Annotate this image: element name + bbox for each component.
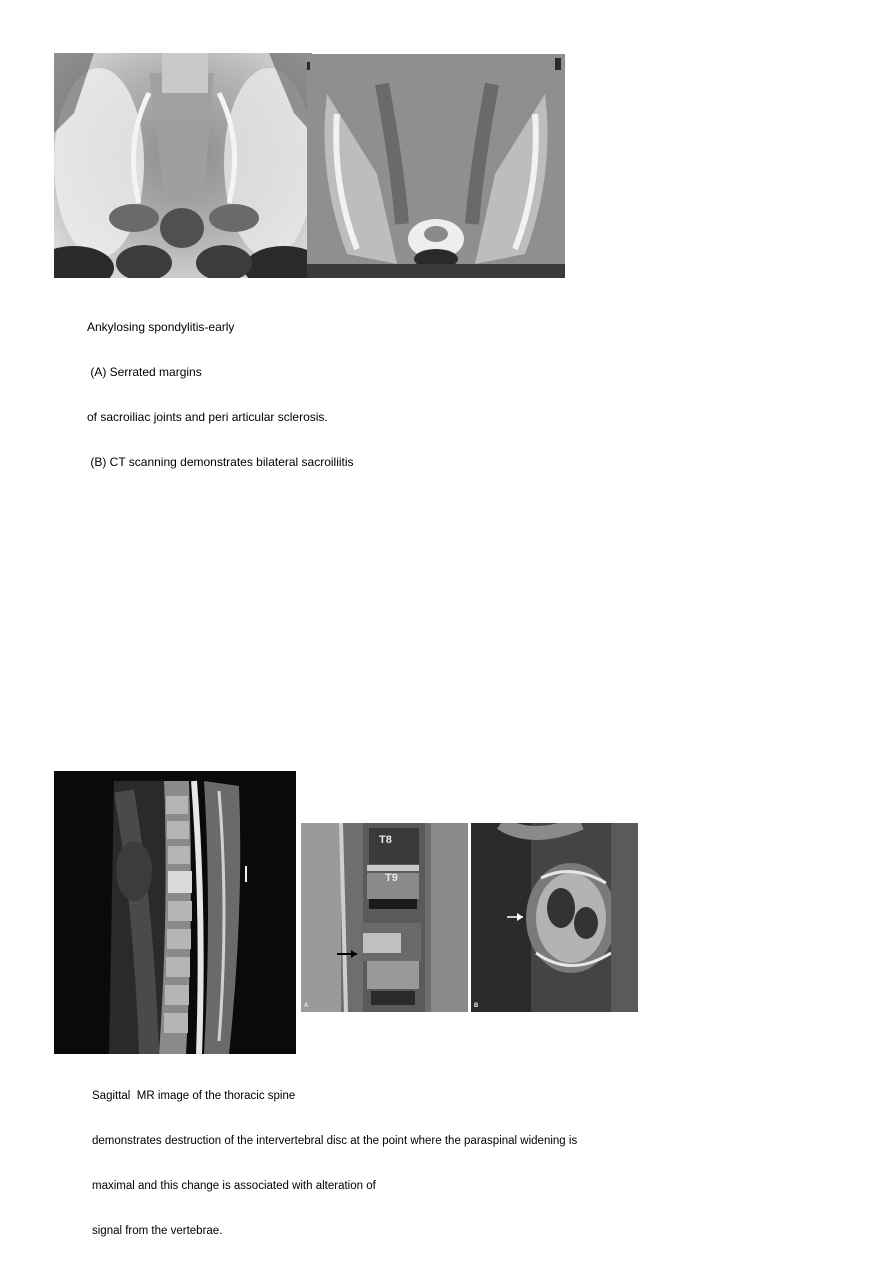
caption-line: (A) Serrated margins [87, 365, 202, 379]
mr-panel-a-image [301, 823, 468, 1012]
caption-line: signal from the vertebrae. [92, 1225, 223, 1237]
pelvis-xray-image [54, 53, 312, 278]
mr-panel-b-image [471, 823, 638, 1012]
figure2-caption [92, 1059, 577, 1254]
vertebra-label-t9: T9 [385, 872, 398, 884]
caption-line: maximal and this change is associated with alteration of [92, 1180, 376, 1192]
caption-line: Ankylosing spondylitis-early [87, 320, 235, 334]
panel-label-b: B [474, 1003, 479, 1009]
panel-label-a: A [304, 1003, 309, 1009]
figure1-caption [87, 290, 354, 485]
caption-line: of sacroiliac joints and peri articular sclerosis. [87, 410, 328, 424]
caption-line: (B) CT scanning demonstrates bilateral sacroiliitis [87, 455, 354, 469]
sagittal-mr-spine-image [54, 771, 296, 1054]
vertebra-label-t8: T8 [379, 834, 392, 846]
caption-line: Sagittal MR image of the thoracic spine [92, 1090, 296, 1102]
caption-line: demonstrates destruction of the intervertebral disc at the point where the paraspinal widening is [92, 1135, 578, 1147]
sacroiliac-ct-image [307, 54, 565, 278]
